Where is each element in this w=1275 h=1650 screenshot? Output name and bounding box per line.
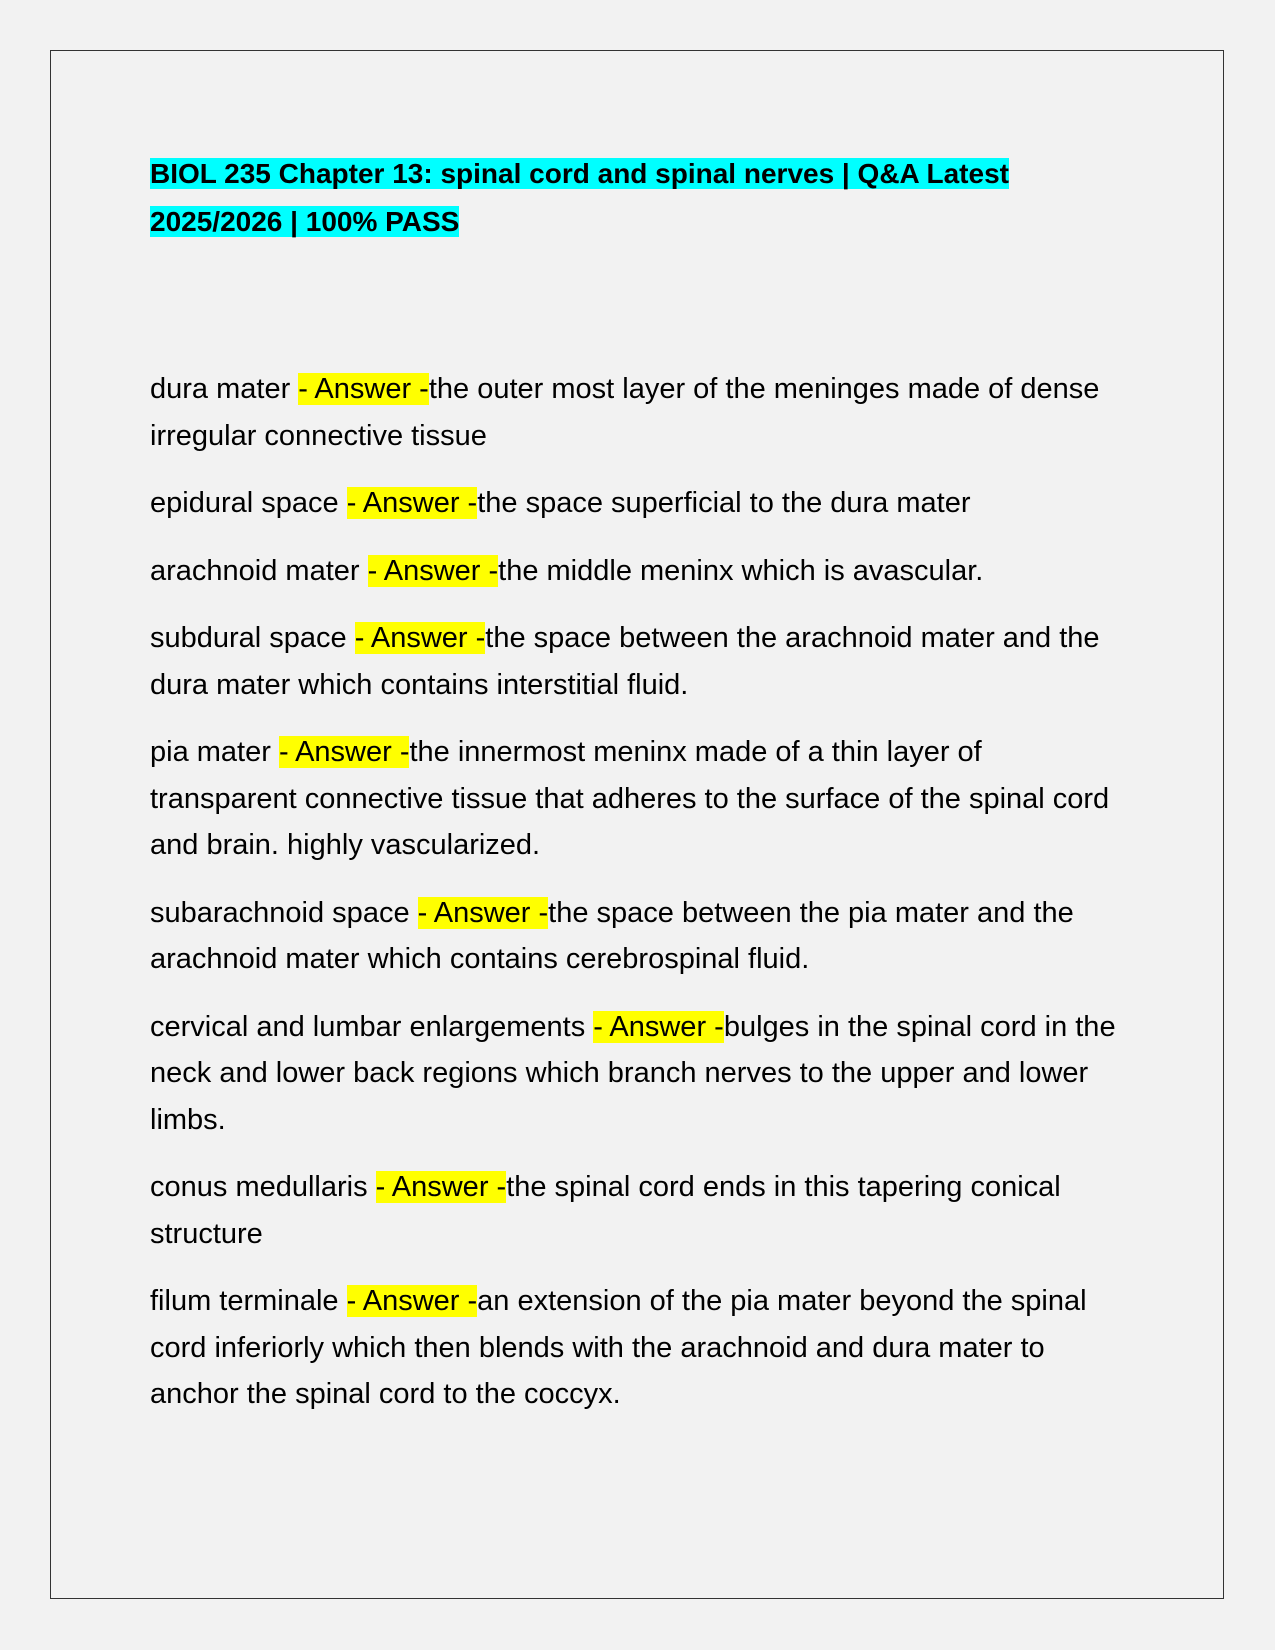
qa-definition: the space between the arachnoid mater and the dura mater which contains interstitial fluid. <box>150 622 1100 701</box>
answer-separator: - Answer - <box>375 1171 507 1203</box>
qa-item <box>150 729 1130 869</box>
answer-separator: - Answer - <box>298 373 429 405</box>
answer-separator: - Answer - <box>278 736 410 768</box>
qa-term: filum terminale <box>150 1285 347 1317</box>
qa-item <box>150 615 1130 708</box>
qa-definition: the middle meninx which is avascular. <box>498 554 984 587</box>
qa-item <box>150 366 1130 459</box>
qa-item <box>150 890 1130 983</box>
answer-separator: - Answer - <box>354 622 486 654</box>
qa-list <box>150 366 1130 1418</box>
qa-definition: the space between the pia mater and the arachnoid mater which contains cerebrospinal fluid. <box>150 896 1074 975</box>
qa-term: conus medullaris <box>150 1171 376 1203</box>
answer-separator: - Answer - <box>417 896 549 929</box>
qa-definition: the space superficial to the dura mater <box>477 487 971 519</box>
qa-term: arachnoid mater <box>150 554 368 587</box>
qa-item <box>150 1004 1130 1144</box>
qa-definition: the outer most layer of the meninges made of dense irregular connective tissue <box>150 373 1100 452</box>
title-highlight: BIOL 235 Chapter 13: spinal cord and spinal nerves | Q&A Latest 2025/2026 | 100% PASS <box>150 158 1009 237</box>
answer-separator: - Answer - <box>367 554 499 587</box>
qa-item <box>150 1164 1130 1257</box>
qa-item <box>150 480 1130 527</box>
document-content <box>150 150 1130 1439</box>
qa-item <box>150 548 1130 595</box>
qa-definition: the spinal cord ends in this tapering conical structure <box>150 1171 1061 1250</box>
qa-definition: bulges in the spinal cord in the neck and lower back regions which branch nerves to the upper and lower limbs. <box>150 1010 1116 1136</box>
answer-separator: - Answer - <box>593 1010 724 1043</box>
qa-term: subdural space <box>150 622 355 654</box>
qa-term: epidural space <box>150 487 347 519</box>
qa-item <box>150 1278 1130 1418</box>
qa-term: pia mater <box>150 736 279 768</box>
qa-definition: an extension of the pia mater beyond the spinal cord inferiorly which then blends with the arachnoid and dura mater to anchor the spinal cord to the coccyx. <box>150 1285 1087 1410</box>
qa-term: cervical and lumbar enlargements <box>150 1010 594 1043</box>
qa-definition: the innermost meninx made of a thin layer of transparent connective tissue that adheres to the surface of the spinal cord and brain. highly vascularized. <box>150 736 1110 861</box>
qa-term: dura mater <box>150 373 299 405</box>
answer-separator: - Answer - <box>346 487 478 519</box>
answer-separator: - Answer - <box>346 1285 478 1317</box>
document-title <box>150 150 1130 246</box>
qa-term: subarachnoid space <box>150 896 418 929</box>
